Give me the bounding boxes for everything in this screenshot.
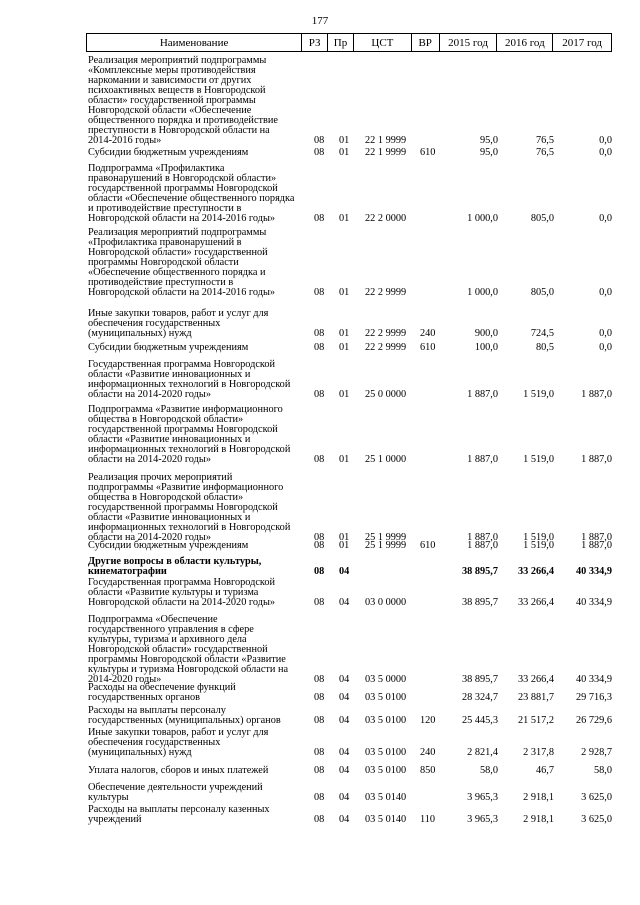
header-cst: ЦСТ	[354, 34, 412, 51]
cell-rz: 08	[314, 532, 325, 543]
cell-pr: 04	[339, 814, 350, 825]
table-row	[88, 728, 612, 758]
table-row	[88, 473, 612, 543]
cell-y2017: 1 887,0	[581, 540, 612, 551]
cell-vr: 610	[420, 540, 436, 551]
cell-pr: 04	[339, 747, 350, 758]
cell-rz: 08	[314, 715, 325, 726]
cell-y2017: 0,0	[599, 147, 612, 158]
cell-y2015: 25 445,3	[461, 715, 498, 726]
cell-cst: 22 2 9999	[365, 287, 407, 298]
cell-y2015: 1 887,0	[467, 532, 498, 543]
cell-y2017: 26 729,6	[575, 715, 612, 726]
table-row	[88, 766, 612, 776]
table-row	[88, 309, 612, 339]
cell-vr: 240	[420, 747, 436, 758]
cell-vr: 610	[420, 147, 436, 158]
cell-y2017: 0,0	[599, 328, 612, 339]
cell-y2017: 3 625,0	[581, 814, 612, 825]
cell-y2016: 805,0	[530, 213, 554, 224]
cell-cst: 03 5 0100	[365, 692, 407, 703]
cell-y2017: 40 334,9	[575, 674, 612, 685]
cell-pr: 04	[339, 597, 350, 608]
row-name: Подпрограмма «Обеспечение государственного управления в сфере культуры, туризма и архивного дела Новгородской области» государственной программы Новгородской области «Развитие культуры и туризма Новгородской области на 2014-2020 годы»	[88, 614, 289, 685]
row-name: Реализация мероприятий подпрограммы «Комплексные меры противодействия наркомании и зависимости от других психоактивных веществ в Новгородской области» государственной программы Новгородской области «Обеспечение общественного порядка и противодействие преступности в Новгородской области на 2014-2016 годы»	[88, 55, 278, 146]
cell-rz: 08	[314, 692, 325, 703]
cell-y2015: 2 821,4	[467, 747, 498, 758]
cell-y2017: 0,0	[599, 342, 612, 353]
table-row	[88, 343, 612, 353]
cell-pr: 01	[339, 540, 350, 551]
cell-pr: 01	[339, 342, 350, 353]
cell-rz: 08	[314, 765, 325, 776]
cell-cst: 03 5 0100	[365, 765, 407, 776]
cell-rz: 08	[314, 328, 325, 339]
cell-pr: 04	[339, 715, 350, 726]
cell-y2015: 1 000,0	[467, 213, 498, 224]
cell-y2015: 3 965,3	[467, 792, 498, 803]
cell-cst: 03 5 0140	[365, 814, 407, 825]
cell-pr: 01	[339, 135, 350, 146]
cell-cst: 03 0 0000	[365, 597, 407, 608]
table-row	[88, 228, 612, 298]
table-row	[88, 706, 612, 726]
cell-rz: 08	[314, 454, 325, 465]
row-name: Субсидии бюджетным учреждениям	[88, 342, 249, 353]
table-row	[88, 405, 612, 465]
cell-cst: 22 1 9999	[365, 135, 407, 146]
row-name: Уплата налогов, сборов и иных платежей	[88, 765, 269, 776]
cell-cst: 03 5 0100	[365, 715, 407, 726]
cell-vr: 240	[420, 328, 436, 339]
cell-y2017: 58,0	[593, 765, 612, 776]
cell-y2016: 21 517,2	[517, 715, 554, 726]
cell-rz: 08	[314, 566, 325, 577]
cell-pr: 01	[339, 532, 350, 543]
cell-pr: 01	[339, 389, 350, 400]
cell-cst: 25 1 9999	[365, 532, 407, 543]
cell-y2016: 1 519,0	[523, 389, 554, 400]
row-name: Подпрограмма «Профилактика правонарушений в Новгородской области» государственной программы Новгородской области «Обеспечение общественного порядка и противодействие преступности в Новгородской области на 2014-2016 годы»	[88, 163, 295, 224]
cell-y2017: 1 887,0	[581, 532, 612, 543]
cell-rz: 08	[314, 342, 325, 353]
cell-y2017: 2 928,7	[581, 747, 612, 758]
table-row	[88, 805, 612, 825]
cell-y2016: 1 519,0	[523, 454, 554, 465]
cell-y2015: 38 895,7	[461, 674, 498, 685]
cell-pr: 04	[339, 792, 350, 803]
row-name: Государственная программа Новгородской области «Развитие культуры и туризма Новгородской области на 2014-2020 годы»	[88, 577, 276, 608]
header-2015: 2015 год	[440, 34, 498, 51]
cell-y2017: 29 716,3	[575, 692, 612, 703]
cell-pr: 04	[339, 674, 350, 685]
row-name: Иные закупки товаров, работ и услуг для обеспечения государственных (муниципальных) нужд	[88, 308, 269, 339]
cell-cst: 22 2 0000	[365, 213, 407, 224]
row-name: Подпрограмма «Развитие информационного общества в Новгородской области» государственной программы Новгородской области «Развитие инновационных и информационных технологий в Новгородской области на 2014-2020 годы»	[88, 404, 291, 465]
row-name: Расходы на выплаты персоналу государственных (муниципальных) органов	[88, 705, 281, 726]
cell-y2015: 1 887,0	[467, 454, 498, 465]
cell-y2015: 58,0	[479, 765, 498, 776]
cell-pr: 01	[339, 328, 350, 339]
cell-rz: 08	[314, 597, 325, 608]
table-row	[88, 148, 612, 158]
row-name: Другие вопросы в области культуры, кинематографии	[88, 556, 262, 577]
row-name: Субсидии бюджетным учреждениям	[88, 540, 249, 551]
cell-y2016: 2 918,1	[523, 814, 554, 825]
cell-y2017: 3 625,0	[581, 792, 612, 803]
cell-y2016: 33 266,4	[517, 597, 554, 608]
cell-y2016: 76,5	[535, 147, 554, 158]
cell-pr: 01	[339, 287, 350, 298]
table-header	[86, 33, 612, 52]
cell-cst: 22 2 9999	[365, 342, 407, 353]
cell-y2015: 38 895,7	[461, 566, 498, 577]
cell-y2016: 724,5	[530, 328, 554, 339]
table-row	[88, 56, 612, 146]
cell-vr: 110	[420, 814, 436, 825]
table-row	[88, 557, 612, 577]
cell-y2015: 900,0	[474, 328, 498, 339]
header-2016: 2016 год	[497, 34, 553, 51]
cell-rz: 08	[314, 213, 325, 224]
cell-pr: 04	[339, 765, 350, 776]
cell-y2016: 80,5	[535, 342, 554, 353]
cell-rz: 08	[314, 540, 325, 551]
cell-rz: 08	[314, 792, 325, 803]
cell-y2016: 1 519,0	[523, 532, 554, 543]
cell-y2016: 2 317,8	[523, 747, 554, 758]
cell-cst: 03 5 0100	[365, 747, 407, 758]
row-name: Обеспечение деятельности учреждений культуры	[88, 782, 263, 803]
table-row	[88, 360, 612, 400]
cell-cst: 03 5 0000	[365, 674, 407, 685]
cell-pr: 01	[339, 454, 350, 465]
header-rz: РЗ	[302, 34, 328, 51]
cell-y2017: 1 887,0	[581, 454, 612, 465]
cell-cst: 25 1 0000	[365, 454, 407, 465]
cell-cst: 22 1 9999	[365, 147, 407, 158]
cell-y2015: 38 895,7	[461, 597, 498, 608]
cell-cst: 03 5 0140	[365, 792, 407, 803]
cell-vr: 120	[420, 715, 436, 726]
cell-y2015: 95,0	[479, 147, 498, 158]
cell-cst: 25 1 9999	[365, 540, 407, 551]
cell-rz: 08	[314, 814, 325, 825]
cell-pr: 04	[339, 566, 350, 577]
table-row	[88, 578, 612, 608]
cell-y2016: 33 266,4	[517, 674, 554, 685]
cell-y2016: 76,5	[535, 135, 554, 146]
row-name: Расходы на обеспечение функций государственных органов	[88, 682, 236, 703]
cell-y2016: 1 519,0	[523, 540, 554, 551]
cell-vr: 850	[420, 765, 436, 776]
cell-rz: 08	[314, 674, 325, 685]
row-name: Реализация прочих мероприятий подпрограммы «Развитие информационного общества в Новгородской области» государственной программы Новгородской области «Развитие инновационных и информационных технологий в Новгородской области на 2014-2020 годы»	[88, 472, 291, 543]
cell-y2015: 1 887,0	[467, 389, 498, 400]
cell-cst: 22 2 9999	[365, 328, 407, 339]
cell-y2017: 40 334,9	[575, 566, 612, 577]
header-pr: Пр	[328, 34, 354, 51]
cell-y2015: 28 324,7	[461, 692, 498, 703]
cell-pr: 04	[339, 692, 350, 703]
row-name: Реализация мероприятий подпрограммы «Профилактика правонарушений в Новгородской области» государственной программы Новгородской области «Обеспечение общественного порядка и противодействие преступности в Новгородской области на 2014-2016 годы»	[88, 227, 276, 298]
cell-y2016: 23 881,7	[517, 692, 554, 703]
cell-vr: 610	[420, 342, 436, 353]
cell-y2016: 805,0	[530, 287, 554, 298]
cell-y2015: 1 000,0	[467, 287, 498, 298]
cell-y2015: 95,0	[479, 135, 498, 146]
cell-y2015: 3 965,3	[467, 814, 498, 825]
cell-y2016: 2 918,1	[523, 792, 554, 803]
cell-rz: 08	[314, 747, 325, 758]
cell-rz: 08	[314, 135, 325, 146]
cell-cst: 25 0 0000	[365, 389, 407, 400]
cell-y2017: 40 334,9	[575, 597, 612, 608]
cell-pr: 01	[339, 147, 350, 158]
header-2017: 2017 год	[562, 36, 602, 49]
cell-y2016: 33 266,4	[517, 566, 554, 577]
cell-y2016: 46,7	[535, 765, 554, 776]
table-row	[88, 541, 612, 551]
row-name: Государственная программа Новгородской области «Развитие инновационных и информационных технологий в Новгородской области на 2014-2020 годы»	[88, 359, 291, 400]
cell-pr: 01	[339, 213, 350, 224]
cell-y2015: 100,0	[474, 342, 498, 353]
cell-y2017: 1 887,0	[581, 389, 612, 400]
cell-y2017: 0,0	[599, 213, 612, 224]
cell-y2017: 0,0	[599, 287, 612, 298]
row-name: Расходы на выплаты персоналу казенных учреждений	[88, 804, 270, 825]
table-row	[88, 615, 612, 685]
cell-y2017: 0,0	[599, 135, 612, 146]
cell-rz: 08	[314, 287, 325, 298]
header-name: Наименование	[87, 34, 302, 51]
cell-rz: 08	[314, 389, 325, 400]
table-row	[88, 683, 612, 703]
table-row	[88, 164, 612, 224]
cell-rz: 08	[314, 147, 325, 158]
row-name: Субсидии бюджетным учреждениям	[88, 147, 249, 158]
header-vr: ВР	[412, 34, 440, 51]
page-number: 177	[311, 15, 329, 27]
cell-y2015: 1 887,0	[467, 540, 498, 551]
table-row	[88, 783, 612, 803]
row-name: Иные закупки товаров, работ и услуг для обеспечения государственных (муниципальных) нужд	[88, 727, 269, 758]
